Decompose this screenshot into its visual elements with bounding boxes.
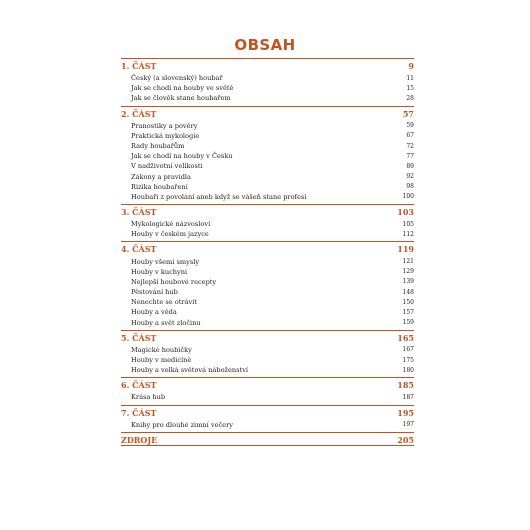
- section-page-number: 57: [402, 108, 414, 119]
- toc-entry: [121, 307, 414, 317]
- entry-label: Zákony a pravidla: [131, 172, 191, 181]
- table-of-contents: [121, 58, 414, 446]
- section-label: 6. ČÁST: [121, 380, 157, 391]
- toc-entry: [121, 345, 414, 355]
- page-title: OBSAH: [234, 36, 296, 54]
- entry-label: Krása hub: [131, 393, 166, 402]
- entry-label: Nejlepší houbové recepty: [131, 277, 217, 286]
- entry-page-number: 72: [406, 142, 414, 150]
- toc-entry: [121, 256, 414, 266]
- entry-page-number: 77: [406, 152, 414, 160]
- toc-entry: [121, 392, 414, 402]
- entry-label: Pěstování hub: [131, 288, 178, 297]
- entry-page-number: 187: [402, 393, 414, 401]
- entry-page-number: 59: [406, 122, 414, 130]
- entry-page-number: 180: [402, 366, 414, 374]
- entry-page-number: 100: [402, 193, 414, 201]
- section-label: 2. ČÁST: [121, 108, 157, 119]
- section-page-number: 205: [397, 434, 414, 445]
- entry-page-number: 148: [402, 288, 414, 296]
- entry-label: Pranostiky a pověry: [131, 121, 198, 130]
- toc-entry-list: [121, 392, 414, 402]
- entry-page-number: 175: [402, 356, 414, 364]
- section-page-number: 185: [397, 380, 414, 391]
- section-label: 7. ČÁST: [121, 407, 157, 418]
- entry-page-number: 139: [402, 278, 414, 286]
- entry-page-number: 129: [402, 268, 414, 276]
- entry-page-number: 11: [406, 74, 414, 82]
- entry-page-number: 167: [402, 346, 414, 354]
- toc-section-heading: [121, 204, 414, 217]
- entry-label: Knihy pro dlouhé zimní večery: [131, 420, 233, 429]
- entry-page-number: 150: [402, 298, 414, 306]
- entry-label: Jak se chodí na houby v Česku: [131, 152, 233, 161]
- section-page-number: 195: [397, 407, 414, 418]
- toc-entry: [121, 267, 414, 277]
- toc-entry: [121, 287, 414, 297]
- entry-label: V nadživotní velikosti: [131, 162, 203, 171]
- entry-page-number: 67: [406, 132, 414, 140]
- section-page-number: 119: [397, 244, 414, 255]
- toc-entry: [121, 355, 414, 365]
- entry-label: Magické houbičky: [131, 345, 192, 354]
- toc-entry: [121, 93, 414, 103]
- entry-label: Mykologické názvosloví: [131, 220, 211, 229]
- toc-entry-list: [121, 219, 414, 239]
- toc-entry: [121, 420, 414, 430]
- toc-entry: [121, 151, 414, 161]
- toc-entry: [121, 83, 414, 93]
- section-label: 4. ČÁST: [121, 244, 157, 255]
- entry-page-number: 92: [406, 173, 414, 181]
- toc-entry: [121, 192, 414, 202]
- entry-page-number: 105: [402, 220, 414, 228]
- toc-section-heading: [121, 241, 414, 254]
- section-label: 5. ČÁST: [121, 332, 157, 343]
- toc-section-heading: [121, 106, 414, 119]
- toc-entry-list: [121, 256, 414, 327]
- entry-label: Houby v českém jazyce: [131, 230, 209, 239]
- entry-page-number: 15: [406, 84, 414, 92]
- entry-label: Rizika houbaření: [131, 182, 188, 191]
- entry-label: Houby v kuchyni: [131, 267, 188, 276]
- toc-entry: [121, 73, 414, 83]
- toc-entry: [121, 277, 414, 287]
- entry-page-number: 89: [406, 162, 414, 170]
- section-page-number: 103: [397, 207, 414, 218]
- toc-section-heading: [121, 330, 414, 343]
- closing-rule: [121, 445, 414, 446]
- toc-entry-list: [121, 73, 414, 104]
- toc-entry-list: [121, 345, 414, 376]
- entry-label: Rady houbařům: [131, 142, 185, 151]
- toc-entry: [121, 297, 414, 307]
- toc-entry: [121, 121, 414, 131]
- section-label: ZDROJE: [121, 434, 158, 445]
- entry-label: Houby a věda: [131, 308, 177, 317]
- toc-entry: [121, 318, 414, 328]
- toc-section-heading: [121, 58, 414, 71]
- entry-page-number: 98: [406, 183, 414, 191]
- entry-label: Jak se chodí na houby ve světě: [131, 84, 234, 93]
- entry-label: Nenechte se otrávit: [131, 298, 197, 307]
- toc-section-heading: [121, 405, 414, 418]
- section-label: 3. ČÁST: [121, 207, 157, 218]
- section-page-number: 9: [408, 61, 414, 71]
- toc-section-heading: [121, 377, 414, 390]
- entry-page-number: 28: [406, 94, 414, 102]
- toc-entry: [121, 219, 414, 229]
- toc-entry: [121, 182, 414, 192]
- entry-page-number: 121: [402, 258, 414, 266]
- entry-label: Jak se člověk stane houbařem: [131, 94, 231, 103]
- entry-label: Praktická mykologie: [131, 131, 200, 140]
- toc-entry: [121, 141, 414, 151]
- entry-label: Houby všemi smysly: [131, 257, 200, 266]
- entry-label: Houby a svět zločinu: [131, 318, 201, 327]
- toc-entry: [121, 229, 414, 239]
- section-page-number: 165: [397, 332, 414, 343]
- toc-entry: [121, 131, 414, 141]
- toc-entry: [121, 161, 414, 171]
- entry-label: Houby a velká světová náboženství: [131, 366, 249, 375]
- toc-entry-list: [121, 420, 414, 430]
- entry-label: Český (a slovenský) houbař: [131, 74, 223, 83]
- entry-label: Houby v medicíně: [131, 356, 192, 365]
- toc-section-heading: [121, 432, 414, 445]
- entry-page-number: 157: [402, 308, 414, 316]
- toc-entry: [121, 172, 414, 182]
- toc-entry-list: [121, 121, 414, 203]
- entry-page-number: 159: [402, 319, 414, 327]
- section-label: 1. ČÁST: [121, 61, 157, 71]
- toc-entry: [121, 365, 414, 375]
- entry-page-number: 112: [402, 230, 414, 238]
- entry-label: Houbaři z povolání aneb když se vášeň stane profesí: [131, 192, 307, 201]
- entry-page-number: 197: [402, 421, 414, 429]
